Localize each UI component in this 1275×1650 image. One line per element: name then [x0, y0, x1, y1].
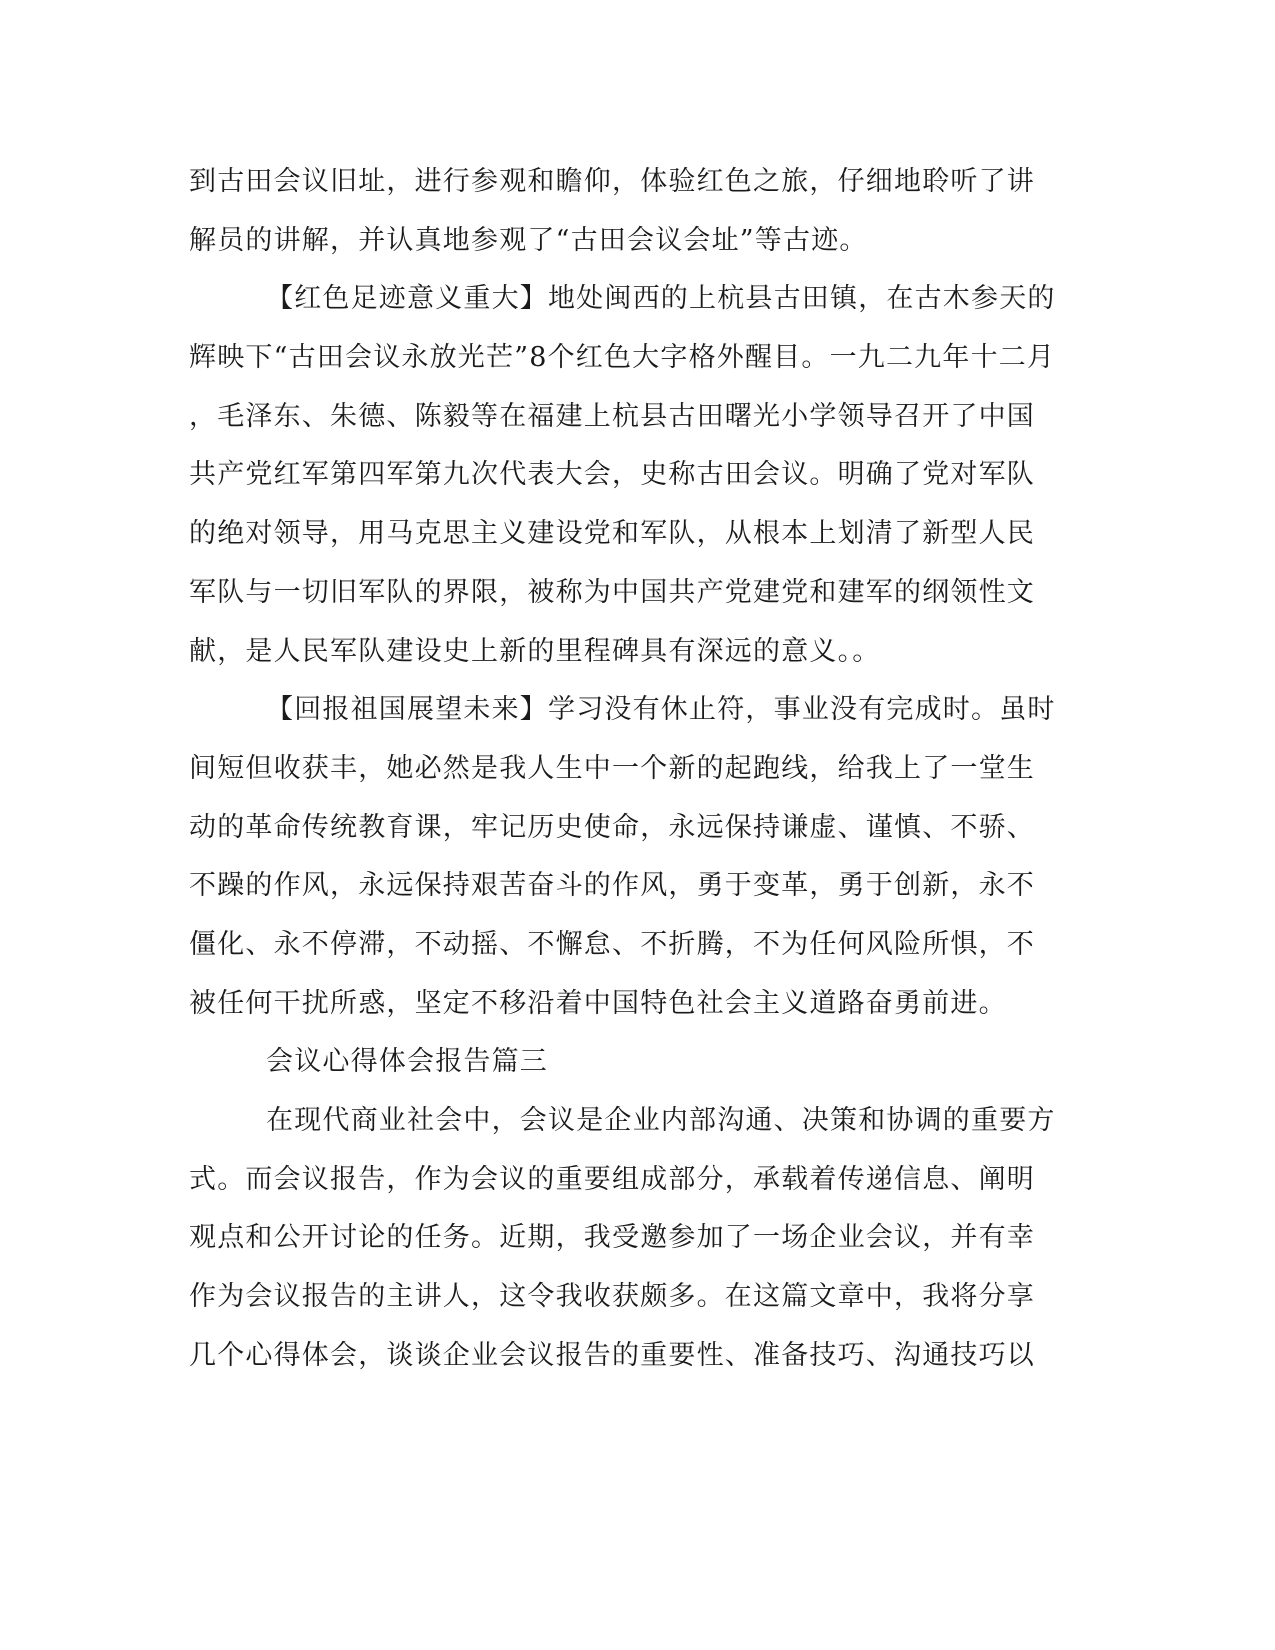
- body-text-line: 观点和公开讨论的任务。近期，我受邀参加了一场企业会议，并有幸: [189, 1222, 1035, 1253]
- body-text-line: 间短但收获丰，她必然是我人生中一个新的起跑线，给我上了一堂生: [189, 753, 1035, 784]
- body-text-line: 作为会议报告的主讲人，这令我收获颇多。在这篇文章中，我将分享: [189, 1281, 1035, 1312]
- body-text-line: 式。而会议报告，作为会议的重要组成部分，承载着传递信息、阐明: [189, 1164, 1035, 1195]
- section-heading-red-footprints: 【红色足迹意义重大】地处闽西的上杭县古田镇，在古木参天的: [266, 283, 1056, 314]
- body-text-line: 僵化、永不停滞，不动摇、不懈怠、不折腾，不为任何风险所惧，不: [189, 929, 1035, 960]
- body-text-line: 解员的讲解，并认真地参观了“古田会议会址”等古迹。: [189, 225, 868, 256]
- body-text-line: 在现代商业社会中，会议是企业内部沟通、决策和协调的重要方: [266, 1105, 1056, 1136]
- body-text-line: 被任何干扰所惑，坚定不移沿着中国特色社会主义道路奋勇前进。: [189, 988, 1007, 1019]
- body-text-line: 不躁的作风，永远保持艰苦奋斗的作风，勇于变革，勇于创新，永不: [189, 870, 1035, 901]
- body-text-line: 军队与一切旧军队的界限，被称为中国共产党建党和建军的纲领性文: [189, 577, 1035, 608]
- section-heading-repay-motherland: 【回报祖国展望未来】学习没有休止符，事业没有完成时。虽时: [266, 694, 1056, 725]
- body-text-line: 的绝对领导，用马克思主义建设党和军队，从根本上划清了新型人民: [189, 518, 1035, 549]
- body-text-line: 献，是人民军队建设史上新的里程碑具有深远的意义。。: [189, 636, 881, 667]
- article-subtitle: 会议心得体会报告篇三: [266, 1046, 548, 1077]
- body-text-line: 动的革命传统教育课，牢记历史使命，永远保持谦虚、谨慎、不骄、: [189, 812, 1035, 843]
- body-text-line: ，毛泽东、朱德、陈毅等在福建上杭县古田曙光小学领导召开了中国: [189, 401, 1035, 432]
- body-text-line: 到古田会议旧址，进行参观和瞻仰，体验红色之旅，仔细地聆听了讲: [189, 166, 1035, 197]
- body-text-line: 共产党红军第四军第九次代表大会，史称古田会议。明确了党对军队: [189, 459, 1035, 490]
- body-text-line: 几个心得体会，谈谈企业会议报告的重要性、准备技巧、沟通技巧以: [189, 1340, 1035, 1371]
- body-text-line: 辉映下“古田会议永放光芒”8个红色大字格外醒目。一九二九年十二月: [189, 342, 1056, 373]
